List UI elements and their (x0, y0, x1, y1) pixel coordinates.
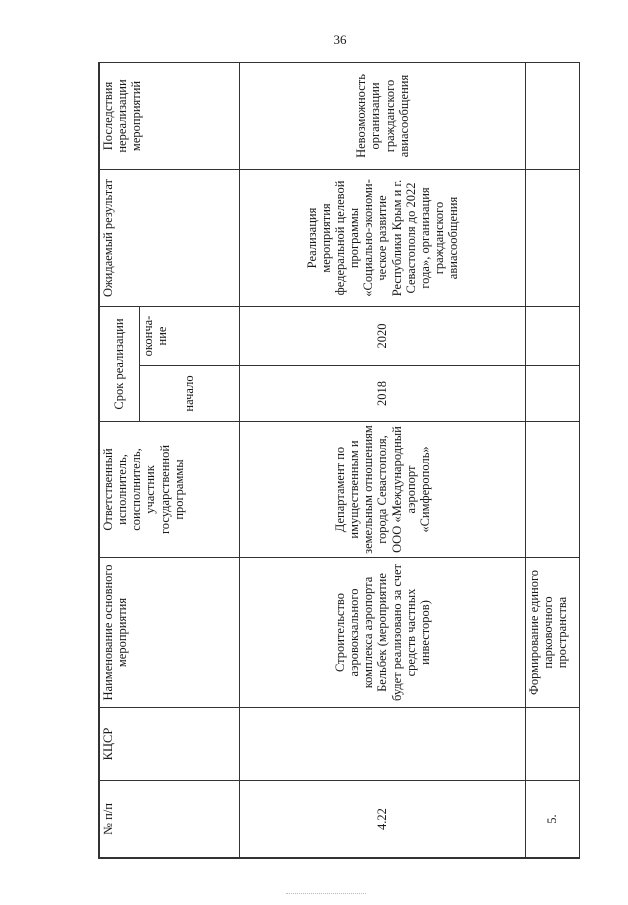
header-executor: Ответственный исполнитель, соисполнитель, участник государственной программы (100, 422, 240, 558)
cell-result: Реализация мероприятия федеральной целевой программы «Социально-экономи-ческое развитие Республики Крым и г. Севастополя до 2022 года», организация гражданского авиасообщения (240, 169, 526, 306)
header-term: Срок реализации (100, 306, 140, 421)
main-table-frame (98, 62, 580, 859)
cell-consequences (526, 62, 580, 169)
table-row (240, 62, 526, 857)
cell-num: 4.22 (240, 781, 526, 858)
scan-artifact-line (286, 893, 366, 895)
cell-consequences: Невозможность организации гражданского авиасообщения (240, 62, 526, 169)
header-consequences: Последствия нереализации мероприятий (100, 62, 240, 169)
header-num: № п/п (100, 781, 240, 858)
header-end: оконча-ние (140, 306, 240, 365)
header-kcsr: КЦСР (100, 708, 240, 781)
cell-start: 2018 (240, 366, 526, 422)
cell-name: Строительство аэровокзального комплекса аэропорта Бельбек (мероприятие будет реализовано за счет средств частных инвесторов) (240, 558, 526, 708)
cell-kcsr (526, 708, 580, 781)
page-number: 36 (333, 32, 347, 47)
header-start: начало (140, 366, 240, 422)
table-row (526, 62, 580, 857)
rotated-table-container (99, 63, 579, 858)
header-result: Ожидаемый результат (100, 169, 240, 306)
header-name: Наименование основного мероприятия (100, 558, 240, 708)
cell-start (526, 366, 580, 422)
measures-table (99, 62, 580, 858)
cell-num: 5. (526, 781, 580, 858)
cell-result (526, 169, 580, 306)
cell-executor (526, 422, 580, 558)
cell-end: 2020 (240, 306, 526, 365)
cell-name: Формирование единого парковочного пространства (526, 558, 580, 708)
cell-kcsr (240, 708, 526, 781)
cell-end (526, 306, 580, 365)
cell-executor: Департамент по имущественным и земельным отношениям города Севастополя, ООО «Международный аэропорт «Симферополь» (240, 422, 526, 558)
